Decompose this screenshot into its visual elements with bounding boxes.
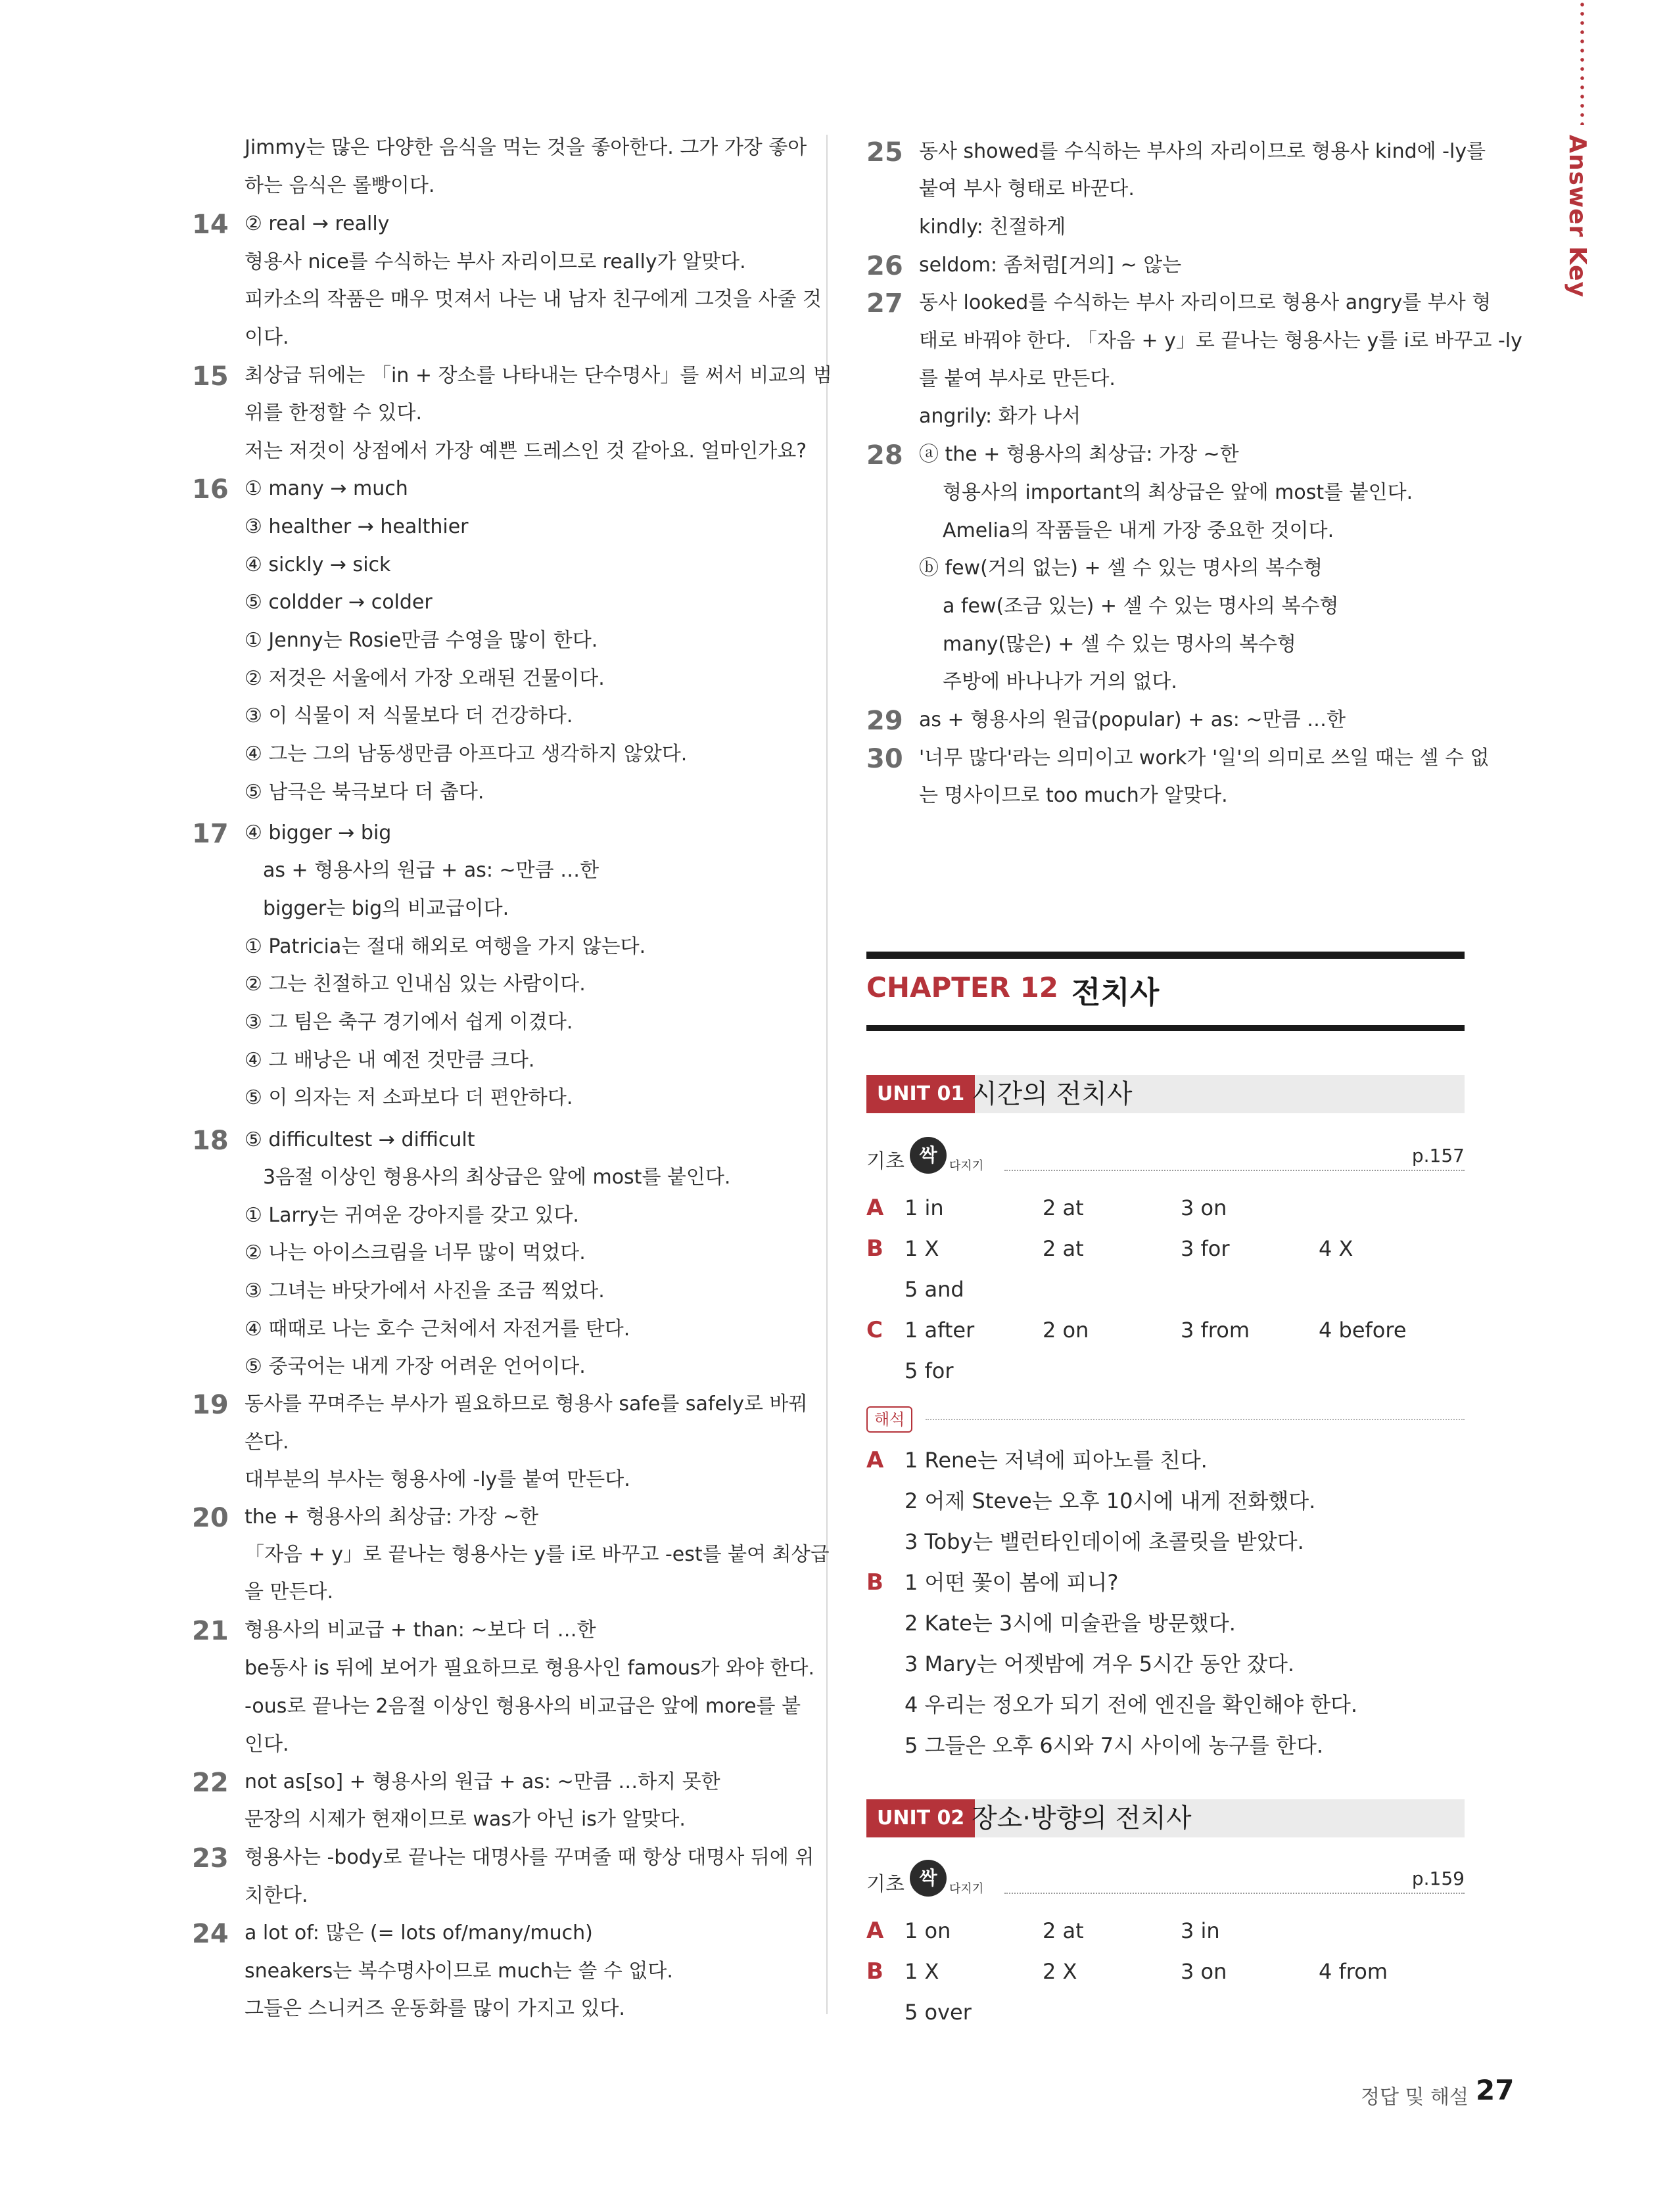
answer-item: 1 after [905,1318,975,1343]
question-number: 22 [192,1768,229,1798]
section-letter: B [866,1569,883,1596]
gicho-label: 기초 [866,1150,905,1173]
answer-line: ⑤ coldder → colder [245,591,433,614]
answer-line: 붙여 부사 형태로 바꾼다. [919,177,1135,200]
question-number: 20 [192,1503,229,1533]
answer-line: ③ 이 식물이 저 식물보다 더 건강하다. [245,704,573,727]
answer-line: 동사 showed를 수식하는 부사의 자리이므로 형용사 kind에 -ly를 [919,140,1486,163]
section-letter: B [866,1958,883,1985]
answer-item: 3 on [1181,1959,1227,1984]
answer-line: as + 형용사의 원급 + as: ~만큼 …한 [263,859,599,882]
answer-line: ④ 때때로 나는 호수 근처에서 자전거를 탄다. [245,1318,630,1341]
answer-item: 1 on [905,1918,951,1943]
section-letter: B [866,1235,883,1262]
answer-item: 3 from [1181,1318,1250,1343]
answer-line: 쓴다. [245,1431,289,1454]
answer-item: 4 from [1319,1959,1388,1984]
answer-line: 인다. [245,1733,289,1756]
answer-line: Amelia의 작품들은 내게 가장 중요한 것이다. [943,519,1334,542]
answer-item: 5 over [905,2000,972,2025]
answer-line: ⑤ 남극은 북극보다 더 춥다. [245,781,484,804]
answer-line: ⓑ few(거의 없는) + 셀 수 있는 명사의 복수형 [919,557,1323,580]
answer-line: 하는 음식은 롤빵이다. [245,174,435,197]
translation-line: 3 Toby는 밸런타인데이에 초콜릿을 받았다. [905,1529,1304,1554]
answer-item: 3 on [1181,1195,1227,1220]
answer-line: ② 그는 친절하고 인내심 있는 사람이다. [245,973,586,996]
side-tab [1563,0,1603,298]
dapgi-label: 다지기 [949,1882,984,1896]
chapter-label: CHAPTER 12 [866,971,1059,1003]
answer-line: 최상급 뒤에는 「in + 장소를 나타내는 단수명사」를 써서 비교의 범 [245,364,832,387]
unit-title: 시간의 전치사 [972,1079,1133,1109]
answer-line: ③ healther → healthier [245,515,469,538]
answer-item: 5 and [905,1277,964,1302]
answer-line: ① many → much [245,477,408,500]
ssak-logo: 싹 [910,1860,947,1897]
page-number: 27 [1476,2074,1515,2106]
translation-line: 2 Kate는 3시에 미술관을 방문했다. [905,1611,1236,1636]
answer-line: 저는 저것이 상점에서 가장 예쁜 드레스인 것 같아요. 얼마인가요? [245,440,807,463]
answer-line: a few(조금 있는) + 셀 수 있는 명사의 복수형 [943,595,1339,618]
translation-line: 4 우리는 정오가 되기 전에 엔진을 확인해야 한다. [905,1692,1358,1717]
section-letter: C [866,1317,883,1343]
answer-line: ② 나는 아이스크림을 너무 많이 먹었다. [245,1241,586,1264]
unit-badge: UNIT 02 [866,1799,975,1837]
answer-line: ⑤ 이 의자는 저 소파보다 더 편안하다. [245,1086,573,1109]
answer-line: ④ 그는 그의 남동생만큼 아프다고 생각하지 않았다. [245,743,688,766]
answer-line: 문장의 시제가 현재이므로 was가 아닌 is가 알맞다. [245,1808,686,1831]
question-number: 17 [192,819,229,849]
basic-practice-row [866,1860,1465,1906]
dotted-rule [1004,1893,1465,1894]
answer-line: sneakers는 복수명사이므로 much는 쓸 수 없다. [245,1960,673,1983]
answer-line: many(많은) + 셀 수 있는 명사의 복수형 [943,633,1296,656]
answer-line: not as[so] + 형용사의 원급 + as: ~만큼 …하지 못한 [245,1770,720,1793]
question-number: 26 [866,251,903,281]
column-divider [826,135,828,2014]
dotted-rule [1004,1170,1465,1171]
answer-line: 대부분의 부사는 형용사에 -ly를 붙여 만든다. [245,1468,630,1491]
question-number: 28 [866,440,903,471]
answer-item: 5 for [905,1358,954,1383]
answer-line: -ous로 끝나는 2음절 이상인 형용사의 비교급은 앞에 more를 붙 [245,1695,801,1718]
section-letter: A [866,1918,884,1944]
dapgi-label: 다지기 [949,1159,984,1173]
answer-line: 형용사 nice를 수식하는 부사 자리이므로 really가 알맞다. [245,250,746,273]
chapter-title: 전치사 [1071,975,1160,1010]
basic-practice-row [866,1137,1465,1183]
answer-line: 치한다. [245,1884,308,1907]
answer-line: seldom: 좀처럼[거의] ~ 않는 [919,254,1182,277]
answer-line: ④ sickly → sick [245,553,391,576]
question-number: 14 [192,210,229,240]
answer-line: 위를 한정할 수 있다. [245,402,422,425]
answer-line: ⓐ the + 형용사의 최상급: 가장 ~한 [919,443,1239,466]
answer-line: 3음절 이상인 형용사의 최상급은 앞에 most를 붙인다. [263,1166,731,1189]
chapter-bottom-rule [866,1025,1465,1031]
answer-line: 이다. [245,326,289,349]
answer-line: 형용사는 -body로 끝나는 대명사를 꾸며줄 때 항상 대명사 뒤에 위 [245,1846,814,1869]
question-number: 25 [866,137,903,168]
unit-header [866,1799,1465,1837]
answer-line: 주방에 바나나가 거의 없다. [943,670,1177,693]
question-number: 15 [192,361,229,392]
answer-line: be동사 is 뒤에 보어가 필요하므로 형용사인 famous가 와야 한다. [245,1657,815,1680]
answer-item: 3 for [1181,1236,1230,1261]
answer-line: 그들은 스니커즈 운동화를 많이 가지고 있다. [245,1997,625,2020]
question-number: 16 [192,474,229,505]
answer-line: bigger는 big의 비교급이다. [263,897,509,920]
translation-line: 2 어제 Steve는 오후 10시에 내게 전화했다. [905,1488,1316,1513]
section-letter: A [866,1447,884,1473]
answer-line: 동사를 꾸며주는 부사가 필요하므로 형용사 safe를 safely로 바꿔 [245,1393,808,1416]
answer-line: 「자음 + y」로 끝나는 형용사는 y를 i로 바꾸고 -est를 붙여 최상급 [245,1543,830,1566]
answer-item: 2 at [1043,1918,1084,1943]
question-number: 27 [866,288,903,319]
answer-item: 2 at [1043,1195,1084,1220]
answer-line: ④ 그 배낭은 내 예전 것만큼 크다. [245,1049,535,1072]
answer-item: 2 X [1043,1959,1077,1984]
section-letter: A [866,1195,884,1221]
answer-line: ② 저것은 서울에서 가장 오래된 건물이다. [245,667,605,690]
ssak-logo: 싹 [910,1137,947,1174]
translation-line: 5 그들은 오후 6시와 7시 사이에 농구를 한다. [905,1733,1324,1758]
footer-label: 정답 및 해설 [1361,2086,1469,2109]
answer-item: 2 on [1043,1318,1089,1343]
answer-line: a lot of: 많은 (= lots of/many/much) [245,1922,593,1945]
answer-item: 1 X [905,1959,939,1984]
answer-item: 3 in [1181,1918,1220,1943]
question-number: 29 [866,706,903,736]
answer-line: ① Larry는 귀여운 강아지를 갖고 있다. [245,1204,579,1227]
answer-line: the + 형용사의 최상급: 가장 ~한 [245,1506,539,1529]
translation-label: 해석 [866,1406,912,1433]
translation-header [866,1406,1465,1433]
question-number: 23 [192,1843,229,1874]
answer-item: 1 X [905,1236,939,1261]
chapter-top-rule [866,952,1465,959]
answer-line: ③ 그 팀은 축구 경기에서 쉽게 이겼다. [245,1011,573,1034]
answer-line: 태로 바꿔야 한다. 「자음 + y」로 끝나는 형용사는 y를 i로 바꾸고 -ly [919,329,1522,352]
answer-line: ① Patricia는 절대 해외로 여행을 가지 않는다. [245,935,646,958]
unit-title: 장소·방향의 전치사 [972,1803,1192,1833]
answer-line: 형용사의 비교급 + than: ~보다 더 …한 [245,1619,596,1642]
translation-line: 3 Mary는 어젯밤에 겨우 5시간 동안 잤다. [905,1651,1295,1676]
dotted-rule [926,1419,1465,1420]
answer-item: 4 before [1319,1318,1407,1343]
answer-item: 2 at [1043,1236,1084,1261]
answer-line: as + 형용사의 원급(popular) + as: ~만큼 …한 [919,708,1346,731]
side-tab-label: Answer Key [1564,135,1591,298]
question-number: 24 [192,1919,229,1949]
unit-badge: UNIT 01 [866,1075,975,1113]
page-reference: p.157 [1411,1145,1465,1166]
answer-line: ① Jenny는 Rosie만큼 수영을 많이 한다. [245,629,598,652]
translation-line: 1 어떤 꽃이 봄에 피니? [905,1570,1119,1595]
dotted-decoration [1580,0,1584,125]
answer-line: kindly: 친절하게 [919,216,1066,239]
answer-line: '너무 많다'라는 의미이고 work가 '일'의 의미로 쓰일 때는 셀 수 없 [919,747,1490,770]
answer-line: 를 붙여 부사로 만든다. [919,367,1116,390]
answer-line: ⑤ difficultest → difficult [245,1128,475,1151]
question-number: 21 [192,1616,229,1646]
translation-line: 1 Rene는 저녁에 피아노를 친다. [905,1448,1208,1473]
question-number: 19 [192,1390,229,1420]
page-reference: p.159 [1411,1868,1465,1889]
gicho-label: 기초 [866,1873,905,1896]
answer-line: 형용사의 important의 최상급은 앞에 most를 붙인다. [943,481,1413,504]
answer-line: 피카소의 작품은 매우 멋져서 나는 내 남자 친구에게 그것을 사줄 것 [245,288,822,311]
answer-line: 동사 looked를 수식하는 부사 자리이므로 형용사 angry를 부사 형 [919,291,1492,314]
answer-line: ⑤ 중국어는 내게 가장 어려운 언어이다. [245,1355,586,1378]
answer-line: ② real → really [245,212,390,235]
unit-header [866,1075,1465,1113]
answer-line: 을 만든다. [245,1580,333,1603]
answer-line: angrily: 화가 나서 [919,405,1081,428]
answer-item: 4 X [1319,1236,1353,1261]
answer-item: 1 in [905,1195,944,1220]
answer-line: 는 명사이므로 too much가 알맞다. [919,784,1228,807]
answer-line: ④ bigger → big [245,821,392,844]
answer-line: Jimmy는 많은 다양한 음식을 먹는 것을 좋아한다. 그가 가장 좋아 [245,136,807,159]
question-number: 18 [192,1126,229,1156]
question-number: 30 [866,744,903,774]
answer-line: ③ 그녀는 바닷가에서 사진을 조금 찍었다. [245,1279,605,1302]
